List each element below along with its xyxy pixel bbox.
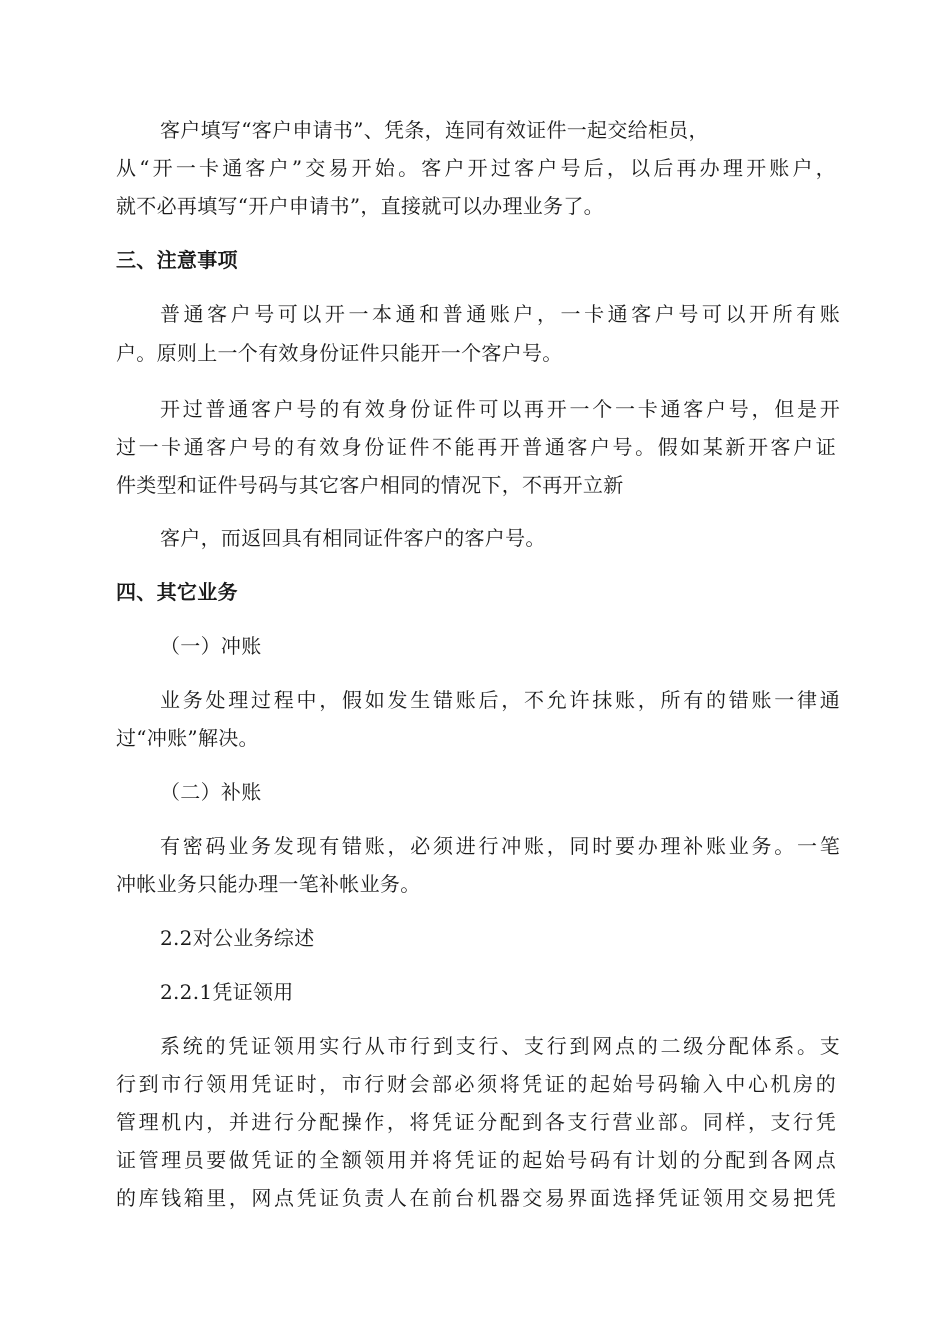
- paragraph-1-line-1: 客户填写“客户申请书”、凭条，连同有效证件一起交给柜员，: [160, 118, 709, 142]
- paragraph-5-line-1: 业务处理过程中，假如发生错账后，不允许抹账，所有的错账一律通: [160, 688, 840, 712]
- paragraph-6-line-1: 有密码业务发现有错账，必须进行冲账，同时要办理补账业务。一笔: [160, 834, 840, 858]
- paragraph-1-line-2: 从“开一卡通客户”交易开始。客户开过客户号后，以后再办理开账户，: [116, 156, 836, 180]
- paragraph-7-line-3: 管理机内，并进行分配操作，将凭证分配到各支行营业部。同样，支行凭: [116, 1110, 836, 1134]
- heading-other-business: 四、其它业务: [116, 580, 238, 604]
- paragraph-7-line-2: 行到市行领用凭证时，市行财会部必须将凭证的起始号码输入中心机房的: [116, 1072, 836, 1096]
- paragraph-7-line-4: 证管理员要做凭证的全额领用并将凭证的起始号码有计划的分配到各网点: [116, 1148, 836, 1172]
- paragraph-5-line-2: 过“冲账”解决。: [116, 726, 259, 750]
- section-2-2-1-title: 2.2.1凭证领用: [160, 980, 294, 1004]
- paragraph-4: 客户，而返回具有相同证件客户的客户号。: [160, 526, 546, 550]
- paragraph-1-line-3: 就不必再填写“开户申请书”，直接就可以办理业务了。: [116, 194, 604, 218]
- paragraph-3-line-1: 开过普通客户号的有效身份证件可以再开一个一卡通客户号，但是开: [160, 397, 840, 421]
- heading-notes: 三、注意事项: [116, 248, 238, 272]
- paragraph-2-line-1: 普通客户号可以开一本通和普通账户，一卡通客户号可以开所有账: [160, 302, 840, 326]
- paragraph-7-line-1: 系统的凭证领用实行从市行到支行、支行到网点的二级分配体系。支: [160, 1034, 840, 1058]
- paragraph-7-line-5: 的库钱箱里，网点凭证负责人在前台机器交易界面选择凭证领用交易把凭: [116, 1186, 836, 1210]
- paragraph-3-line-2: 过一卡通客户号的有效身份证件不能再开普通客户号。假如某新开客户证: [116, 435, 836, 459]
- subheading-reversal: （一）冲账: [160, 634, 262, 658]
- paragraph-2-line-2: 户。原则上一个有效身份证件只能开一个客户号。: [116, 341, 563, 365]
- section-2-2-title: 2.2对公业务综述: [160, 926, 315, 950]
- subheading-supplement: （二）补账: [160, 780, 262, 804]
- paragraph-3-line-3: 件类型和证件号码与其它客户相同的情况下，不再开立新: [116, 473, 624, 497]
- paragraph-6-line-2: 冲帐业务只能办理一笔补帐业务。: [116, 872, 421, 896]
